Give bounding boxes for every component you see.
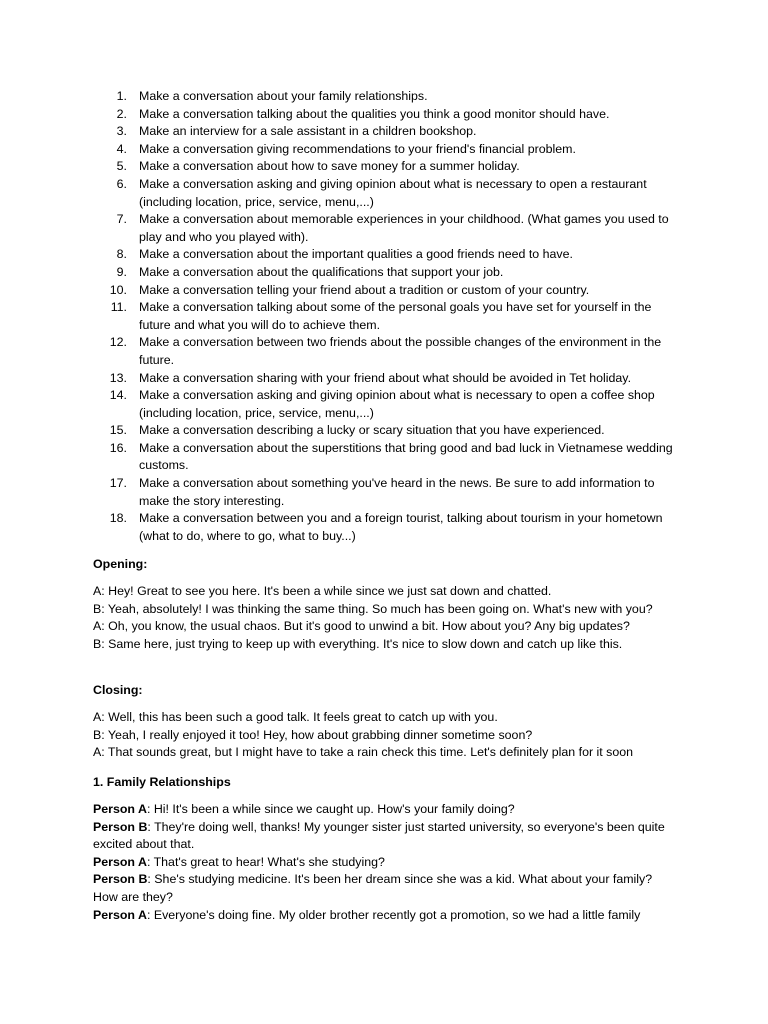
list-number: 16. [109,440,127,455]
list-item [93,141,673,159]
list-item [93,334,673,369]
dialogue-line: A: Hey! Great to see you here. It's been a while since we just sat down and chatted. [93,584,552,598]
list-number: 18. [109,511,127,526]
list-item [93,158,673,176]
dialogue-line [93,819,673,854]
list-text: Make a conversation about your family relationships. [139,89,428,103]
dialogue-line [93,801,673,819]
list-text: Make a conversation sharing with your friend about what should be avoided in Tet holiday. [139,370,632,385]
speaker-text: : Hi! It's been a while since we caught up. How's your family doing? [146,802,515,816]
list-text: Make a conversation about memorable experiences in your childhood. (What games you used to play and who you played with). [139,212,669,244]
list-text: Make a conversation giving recommendations to your friend's financial problem. [139,141,576,156]
speaker-label: Person A [93,802,147,816]
speaker-text: : They're doing well, thanks! My younger sister just started university, so everyone's been quite excited about that. [93,819,665,852]
list-text: Make a conversation asking and giving opinion about what is necessary to open a restaurant (including location, price, service, menu,...) [139,176,647,209]
list-number: 15. [109,423,127,438]
list-text: Make a conversation describing a lucky or scary situation that you have experienced. [139,423,605,438]
list-number: 1. [116,89,127,103]
list-item [93,440,673,475]
list-number: 8. [116,247,127,262]
list-item [93,246,673,264]
list-text: Make a conversation between two friends about the possible changes of the environment in the future. [139,335,662,367]
speaker-label: Person A [93,854,147,869]
list-number: 7. [116,212,127,227]
closing-heading: Closing: [93,683,143,697]
list-item [93,475,673,510]
dialogue-line: B: Yeah, I really enjoyed it too! Hey, how about grabbing dinner sometime soon? [93,727,533,742]
list-text: Make a conversation talking about the qualities you think a good monitor should have. [139,106,610,121]
list-text: Make a conversation talking about some of the personal goals you have set for yourself in the future and what you will do to achieve them. [139,300,652,332]
list-number: 11. [110,300,127,315]
list-item [93,176,673,211]
list-item [93,387,673,422]
list-number: 3. [116,124,127,139]
list-item [93,211,673,246]
list-number: 4. [116,141,127,156]
opening-dialogue [93,583,673,653]
dialogue-line: B: Same here, just trying to keep up with everything. It's nice to slow down and catch up like this. [93,636,623,651]
dialogue-line [93,871,673,906]
list-item [93,510,673,545]
list-text: Make a conversation telling your friend about a tradition or custom of your country. [139,282,590,297]
list-text: Make a conversation asking and giving opinion about what is necessary to open a coffee shop (including location, price, service, menu,...) [139,388,655,420]
speaker-label: Person B [93,872,148,887]
speaker-label: Person B [93,819,148,834]
dialogue-line: A: Well, this has been such a good talk. It feels great to catch up with you. [93,710,498,724]
list-text: Make a conversation about the superstitions that bring good and bad luck in Vietnamese wedding customs. [139,440,673,473]
list-text: Make a conversation between you and a foreign tourist, talking about tourism in your hometown (what to do, where to go, what to buy...) [139,511,663,543]
speaker-label: Person A [93,907,147,922]
list-number: 12. [109,335,127,350]
list-item [93,282,673,300]
list-item [93,106,673,124]
speaker-text: : That's great to hear! What's she studying? [146,854,385,869]
list-text: Make an interview for a sale assistant in a children bookshop. [139,124,477,139]
list-number: 6. [116,176,127,191]
dialogue-line: B: Yeah, absolutely! I was thinking the same thing. So much has been going on. What's new with you? [93,601,653,616]
dialogue-line: A: Oh, you know, the usual chaos. But it's good to unwind a bit. How about you? Any big updates? [93,619,630,634]
list-number: 13. [109,370,127,385]
list-item [93,370,673,388]
opening-heading: Opening: [93,557,148,571]
dialogue-line: A: That sounds great, but I might have to take a rain check this time. Let's definitely plan for it soon [93,745,634,760]
list-item [93,123,673,141]
speaker-text: : She's studying medicine. It's been her dream since she was a kid. What about your family? How are they? [93,872,653,904]
list-item [93,88,673,106]
list-item [93,299,673,334]
topic-list [93,88,673,545]
list-item [93,264,673,282]
list-number: 14. [109,388,127,403]
dialogue-line [93,907,673,925]
list-text: Make a conversation about how to save money for a summer holiday. [139,159,520,174]
dialogue-line [93,854,673,872]
speaker-text: : Everyone's doing fine. My older brother recently got a promotion, so we had a little family [146,907,641,922]
list-number: 5. [116,159,127,174]
list-number: 10. [109,282,127,297]
list-number: 2. [116,106,127,121]
section-heading: 1. Family Relationships [93,775,231,789]
list-text: Make a conversation about something you've heard in the news. Be sure to add information to make the story interesting. [139,476,655,508]
list-number: 17. [109,476,127,491]
closing-dialogue [93,709,673,762]
list-text: Make a conversation about the qualifications that support your job. [139,264,504,279]
list-text: Make a conversation about the important qualities a good friends need to have. [139,247,573,262]
section-dialogue [93,801,673,924]
list-item [93,422,673,440]
list-number: 9. [116,264,127,279]
